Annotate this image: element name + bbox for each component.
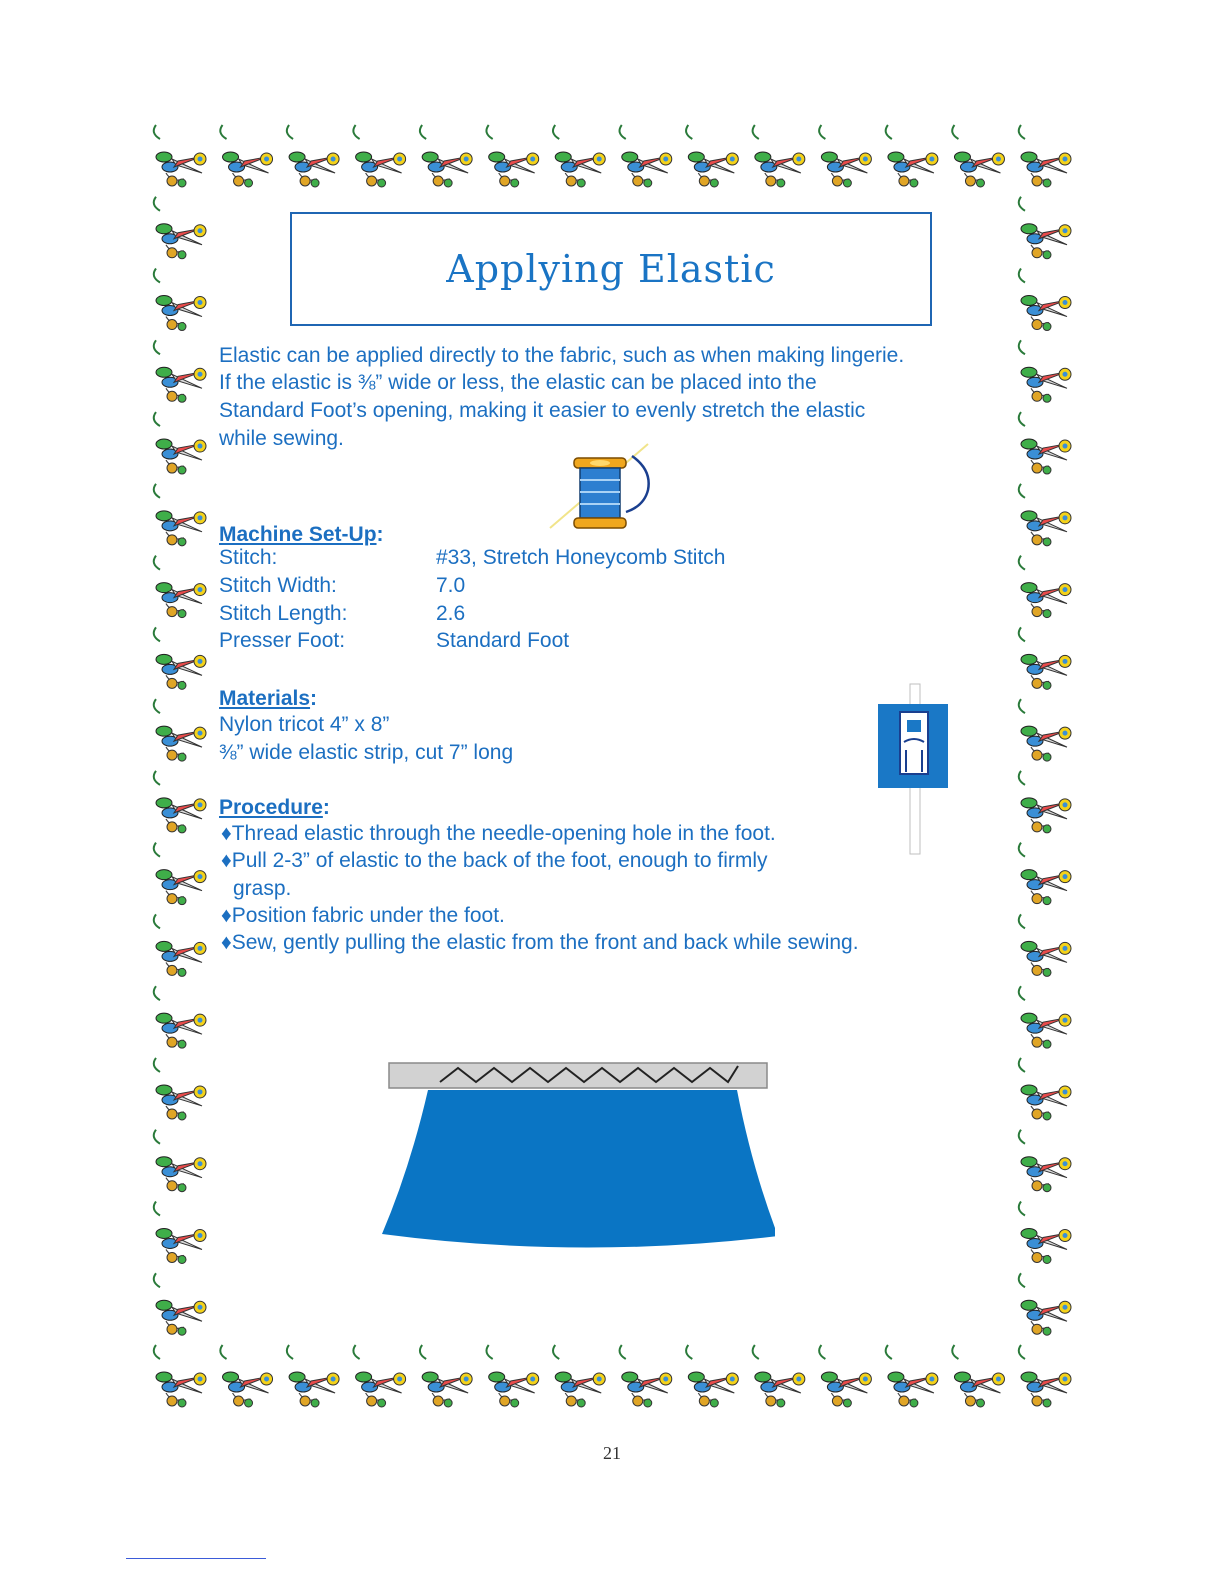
scissors-spool-icon bbox=[154, 627, 206, 689]
scissors-spool-icon bbox=[220, 125, 272, 187]
scissors-spool-icon bbox=[154, 1058, 206, 1120]
scissors-spool-icon bbox=[1019, 1345, 1071, 1407]
scissors-spool-icon bbox=[486, 125, 538, 187]
presser-foot-icon bbox=[876, 682, 952, 858]
scissors-spool-icon bbox=[154, 986, 206, 1048]
footer-rule bbox=[126, 1558, 266, 1559]
scissors-spool-icon bbox=[753, 1345, 805, 1407]
scissors-spool-icon bbox=[154, 1130, 206, 1192]
scissors-spool-icon bbox=[1019, 771, 1071, 833]
scissors-spool-icon bbox=[287, 125, 339, 187]
scissors-spool-icon bbox=[154, 412, 206, 474]
scissors-spool-icon bbox=[154, 484, 206, 546]
scissors-spool-icon bbox=[1019, 627, 1071, 689]
scissors-spool-icon bbox=[154, 1201, 206, 1263]
procedure-step bbox=[221, 819, 776, 848]
intro-line: Standard Foot’s opening, making it easier to evenly stretch the elastic bbox=[219, 399, 866, 422]
scissors-spool-icon bbox=[819, 1345, 871, 1407]
setup-value: 2.6 bbox=[436, 602, 466, 625]
procedure-step-continued: grasp. bbox=[233, 877, 292, 900]
scissors-spool-icon bbox=[154, 125, 206, 187]
scissors-spool-icon bbox=[220, 1345, 272, 1407]
procedure-step-text: Position fabric under the foot. bbox=[231, 904, 505, 927]
scissors-spool-icon bbox=[154, 771, 206, 833]
scissors-spool-icon bbox=[1019, 269, 1071, 331]
fabric-diagram-icon bbox=[380, 1058, 775, 1258]
scissors-spool-icon bbox=[1019, 843, 1071, 905]
procedure-step-text: Thread elastic through the needle-opening hole in the foot. bbox=[231, 822, 776, 845]
setup-label: Stitch Length: bbox=[219, 602, 348, 625]
scissors-spool-icon bbox=[1019, 340, 1071, 402]
scissors-spool-icon bbox=[154, 269, 206, 331]
scissors-spool-icon bbox=[620, 125, 672, 187]
scissors-spool-icon bbox=[154, 1273, 206, 1335]
materials-item: ⅜” wide elastic strip, cut 7” long bbox=[219, 741, 514, 764]
page-number: 21 bbox=[603, 1443, 621, 1463]
scissors-spool-icon bbox=[420, 1345, 472, 1407]
setup-value: Standard Foot bbox=[436, 629, 570, 652]
scissors-spool-icon bbox=[952, 1345, 1004, 1407]
procedure-step bbox=[221, 846, 768, 875]
scissors-spool-icon bbox=[154, 340, 206, 402]
bullet-icon: ♦ bbox=[221, 849, 232, 872]
scissors-spool-icon bbox=[1019, 484, 1071, 546]
scissors-spool-icon bbox=[886, 1345, 938, 1407]
bullet-icon: ♦ bbox=[221, 904, 232, 927]
scissors-spool-icon bbox=[1019, 197, 1071, 259]
scissors-spool-icon bbox=[154, 556, 206, 618]
procedure-step-text: Sew, gently pulling the elastic from the front and back while sewing. bbox=[231, 931, 859, 954]
scissors-spool-icon bbox=[819, 125, 871, 187]
scissors-spool-icon bbox=[952, 125, 1004, 187]
procedure-heading: Procedure: bbox=[219, 796, 330, 819]
scissors-spool-icon bbox=[154, 914, 206, 976]
scissors-spool-icon bbox=[886, 125, 938, 187]
title-box bbox=[290, 212, 932, 326]
scissors-spool-icon bbox=[686, 125, 738, 187]
scissors-spool-icon bbox=[753, 125, 805, 187]
machine-setup-heading: Machine Set-Up: bbox=[219, 523, 384, 546]
page-title: Applying Elastic bbox=[446, 247, 776, 291]
materials-heading: Materials: bbox=[219, 687, 318, 710]
setup-value: #33, Stretch Honeycomb Stitch bbox=[436, 546, 726, 569]
bullet-icon: ♦ bbox=[221, 931, 232, 954]
thread-spool-icon bbox=[540, 436, 670, 536]
scissors-spool-icon bbox=[1019, 1201, 1071, 1263]
scissors-spool-icon bbox=[686, 1345, 738, 1407]
scissors-spool-icon bbox=[154, 843, 206, 905]
setup-label: Stitch Width: bbox=[219, 574, 337, 597]
scissors-spool-icon bbox=[1019, 556, 1071, 618]
scissors-spool-icon bbox=[287, 1345, 339, 1407]
intro-line: while sewing. bbox=[219, 427, 344, 450]
scissors-spool-icon bbox=[154, 699, 206, 761]
scissors-spool-icon bbox=[486, 1345, 538, 1407]
materials-heading-text: Materials bbox=[219, 687, 311, 710]
setup-label: Presser Foot: bbox=[219, 629, 346, 652]
scissors-spool-icon bbox=[1019, 1273, 1071, 1335]
procedure-step bbox=[221, 928, 859, 957]
intro-line: If the elastic is ⅜” wide or less, the elastic can be placed into the bbox=[219, 371, 817, 394]
scissors-spool-icon bbox=[353, 1345, 405, 1407]
scissors-spool-icon bbox=[1019, 914, 1071, 976]
scissors-spool-icon bbox=[420, 125, 472, 187]
scissors-spool-icon bbox=[1019, 986, 1071, 1048]
scissors-spool-icon bbox=[353, 125, 405, 187]
bullet-icon: ♦ bbox=[221, 822, 232, 845]
scissors-spool-icon bbox=[553, 1345, 605, 1407]
scissors-spool-icon bbox=[620, 1345, 672, 1407]
setup-value: 7.0 bbox=[436, 574, 466, 597]
procedure-heading-text: Procedure bbox=[219, 796, 323, 819]
scissors-spool-icon bbox=[154, 1345, 206, 1407]
procedure-step-text: Pull 2-3” of elastic to the back of the foot, enough to firmly bbox=[231, 849, 768, 872]
setup-label: Stitch: bbox=[219, 546, 278, 569]
intro-line: Elastic can be applied directly to the fabric, such as when making lingerie. bbox=[219, 344, 905, 367]
scissors-spool-icon bbox=[154, 197, 206, 259]
machine-setup-heading-text: Machine Set-Up bbox=[219, 523, 377, 546]
scissors-spool-icon bbox=[553, 125, 605, 187]
procedure-step bbox=[221, 901, 505, 930]
materials-item: Nylon tricot 4” x 8” bbox=[219, 713, 390, 736]
scissors-spool-icon bbox=[1019, 1130, 1071, 1192]
scissors-spool-icon bbox=[1019, 1058, 1071, 1120]
scissors-spool-icon bbox=[1019, 125, 1071, 187]
scissors-spool-icon bbox=[1019, 412, 1071, 474]
scissors-spool-icon bbox=[1019, 699, 1071, 761]
